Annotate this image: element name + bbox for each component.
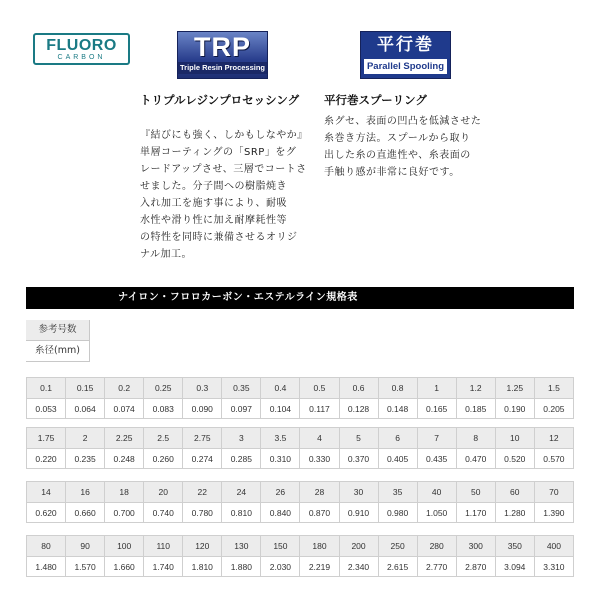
diameter-cell: 1.880	[222, 557, 261, 577]
line-number-cell: 2.5	[144, 428, 183, 449]
diameter-cell: 0.700	[105, 503, 144, 523]
line-number-cell: 60	[495, 482, 534, 503]
diameter-cell: 0.220	[27, 449, 66, 469]
line-number-cell: 8	[456, 428, 495, 449]
fluoro-badge-subtitle: CARBON	[57, 54, 106, 61]
line-number-cell: 20	[144, 482, 183, 503]
diameter-cell: 1.390	[534, 503, 573, 523]
line-number-cell: 3.5	[261, 428, 300, 449]
diameter-cell: 0.190	[495, 399, 534, 419]
line-number-cell: 0.6	[339, 378, 378, 399]
diameter-cell: 0.435	[417, 449, 456, 469]
trp-badge	[177, 31, 268, 79]
diameter-cell: 2.615	[378, 557, 417, 577]
line-number-cell: 30	[339, 482, 378, 503]
spec-table-title: ナイロン・フロロカーボン・エステルライン規格表	[26, 287, 574, 309]
diameter-cell: 1.810	[183, 557, 222, 577]
line-number-cell: 120	[183, 536, 222, 557]
line-number-cell: 24	[222, 482, 261, 503]
line-number-cell: 0.1	[27, 378, 66, 399]
line-number-cell: 0.5	[300, 378, 339, 399]
line-number-cell: 180	[300, 536, 339, 557]
diameter-cell: 1.480	[27, 557, 66, 577]
line-number-cell: 2.75	[183, 428, 222, 449]
diameter-cell: 0.780	[183, 503, 222, 523]
line-number-cell: 300	[456, 536, 495, 557]
line-number-cell: 200	[339, 536, 378, 557]
diameter-cell: 3.094	[495, 557, 534, 577]
trp-feature-title: トリプルレジンプロセッシング	[140, 93, 300, 107]
diameter-cell: 0.097	[222, 399, 261, 419]
line-number-cell: 250	[378, 536, 417, 557]
line-number-cell: 3	[222, 428, 261, 449]
legend-line-diameter: 糸径(mm)	[26, 341, 90, 362]
diameter-cell: 0.117	[300, 399, 339, 419]
diameter-cell: 0.165	[417, 399, 456, 419]
diameter-cell: 0.248	[105, 449, 144, 469]
trp-body-line: の特性を同時に兼備させるオリジ	[140, 232, 298, 243]
line-number-cell: 16	[66, 482, 105, 503]
line-number-cell: 18	[105, 482, 144, 503]
line-number-cell: 0.15	[66, 378, 105, 399]
diameter-cell: 2.219	[300, 557, 339, 577]
diameter-cell: 0.104	[261, 399, 300, 419]
trp-body-line: レードアップさせ、三層でコートさ	[140, 164, 307, 175]
diameter-cell: 2.770	[417, 557, 456, 577]
diameter-cell: 1.280	[495, 503, 534, 523]
spec-legend	[26, 320, 90, 362]
parallel-badge-subtitle: Parallel Spooling	[364, 59, 447, 74]
diameter-cell: 0.235	[66, 449, 105, 469]
trp-badge-subtitle: Triple Resin Processing	[179, 63, 266, 72]
line-number-cell: 4	[300, 428, 339, 449]
line-number-cell: 0.3	[183, 378, 222, 399]
diameter-cell: 0.064	[66, 399, 105, 419]
diameter-cell: 0.310	[261, 449, 300, 469]
fluoro-badge-title: FLUORO	[46, 37, 117, 54]
diameter-cell: 0.620	[27, 503, 66, 523]
diameter-row	[27, 399, 574, 419]
diameter-cell: 0.740	[144, 503, 183, 523]
line-number-cell: 0.35	[222, 378, 261, 399]
line-number-cell: 0.8	[378, 378, 417, 399]
spec-table	[26, 535, 574, 577]
line-number-cell: 90	[66, 536, 105, 557]
line-number-cell: 1	[417, 378, 456, 399]
line-number-cell: 110	[144, 536, 183, 557]
diameter-cell: 1.660	[105, 557, 144, 577]
line-number-cell: 2	[66, 428, 105, 449]
trp-body-line: 単層コーティングの「SRP」をグ	[140, 147, 297, 158]
parallel-body-line: 手触り感が非常に良好です。	[324, 167, 460, 178]
diameter-cell: 0.128	[339, 399, 378, 419]
diameter-cell: 0.980	[378, 503, 417, 523]
line-number-cell: 0.25	[144, 378, 183, 399]
diameter-cell: 0.330	[300, 449, 339, 469]
line-number-cell: 50	[456, 482, 495, 503]
parallel-body-line: 糸グセ、表面の凹凸を低減させた	[324, 116, 482, 127]
line-number-cell: 10	[495, 428, 534, 449]
diameter-cell: 0.660	[66, 503, 105, 523]
parallel-feature-body	[324, 113, 494, 181]
diameter-row	[27, 503, 574, 523]
fluoro-carbon-badge	[33, 33, 130, 65]
line-number-cell: 22	[183, 482, 222, 503]
line-number-cell: 1.5	[534, 378, 573, 399]
parallel-badge-title: 平行巻	[377, 35, 434, 55]
trp-body-line: 水性や滑り性に加え耐摩耗性等	[140, 215, 287, 226]
line-number-cell: 0.2	[105, 378, 144, 399]
diameter-cell: 0.090	[183, 399, 222, 419]
line-number-cell: 70	[534, 482, 573, 503]
parallel-feature-title: 平行巻スプーリング	[324, 93, 427, 107]
trp-badge-title: TRP	[194, 32, 251, 62]
line-number-cell: 1.25	[495, 378, 534, 399]
line-number-cell: 1.2	[456, 378, 495, 399]
spec-table	[26, 427, 574, 469]
diameter-cell: 2.340	[339, 557, 378, 577]
line-number-cell: 0.4	[261, 378, 300, 399]
line-number-cell: 2.25	[105, 428, 144, 449]
trp-feature-body	[140, 127, 310, 263]
line-number-cell: 28	[300, 482, 339, 503]
diameter-cell: 2.030	[261, 557, 300, 577]
diameter-cell: 0.083	[144, 399, 183, 419]
line-number-cell: 1.75	[27, 428, 66, 449]
line-number-row	[27, 482, 574, 503]
diameter-cell: 2.870	[456, 557, 495, 577]
line-number-cell: 12	[534, 428, 573, 449]
trp-body-line: せました。分子間への樹脂焼き	[140, 181, 287, 192]
diameter-row	[27, 449, 574, 469]
spec-table	[26, 481, 574, 523]
line-number-cell: 14	[27, 482, 66, 503]
line-number-cell: 35	[378, 482, 417, 503]
diameter-cell: 0.910	[339, 503, 378, 523]
diameter-cell: 0.570	[534, 449, 573, 469]
line-number-cell: 40	[417, 482, 456, 503]
diameter-cell: 0.870	[300, 503, 339, 523]
trp-body-line: ナル加工。	[140, 249, 192, 260]
diameter-cell: 0.285	[222, 449, 261, 469]
legend-line-number: 参考号数	[26, 320, 90, 341]
line-number-cell: 350	[495, 536, 534, 557]
diameter-cell: 0.840	[261, 503, 300, 523]
diameter-row	[27, 557, 574, 577]
parallel-body-line: 出した糸の直進性や、糸表面の	[324, 150, 471, 161]
spec-table	[26, 377, 574, 419]
parallel-spooling-badge	[360, 31, 451, 79]
line-number-cell: 150	[261, 536, 300, 557]
line-number-cell: 26	[261, 482, 300, 503]
diameter-cell: 0.470	[456, 449, 495, 469]
diameter-cell: 1.170	[456, 503, 495, 523]
diameter-cell: 0.260	[144, 449, 183, 469]
diameter-cell: 1.570	[66, 557, 105, 577]
diameter-cell: 0.520	[495, 449, 534, 469]
line-number-cell: 5	[339, 428, 378, 449]
line-number-cell: 7	[417, 428, 456, 449]
diameter-cell: 3.310	[534, 557, 573, 577]
trp-body-line: 『結びにも強く、しかもしなやか』	[140, 130, 308, 141]
line-number-row	[27, 378, 574, 399]
diameter-cell: 0.274	[183, 449, 222, 469]
line-number-cell: 280	[417, 536, 456, 557]
diameter-cell: 0.148	[378, 399, 417, 419]
line-number-cell: 400	[534, 536, 573, 557]
diameter-cell: 0.205	[534, 399, 573, 419]
diameter-cell: 0.810	[222, 503, 261, 523]
line-number-cell: 6	[378, 428, 417, 449]
trp-body-line: 入れ加工を施す事により、耐吸	[140, 198, 287, 209]
line-number-cell: 130	[222, 536, 261, 557]
line-number-cell: 80	[27, 536, 66, 557]
diameter-cell: 0.185	[456, 399, 495, 419]
diameter-cell: 0.074	[105, 399, 144, 419]
line-number-row	[27, 428, 574, 449]
parallel-body-line: 糸巻き方法。スプールから取り	[324, 133, 471, 144]
diameter-cell: 1.050	[417, 503, 456, 523]
line-number-cell: 100	[105, 536, 144, 557]
diameter-cell: 0.370	[339, 449, 378, 469]
diameter-cell: 0.405	[378, 449, 417, 469]
line-number-row	[27, 536, 574, 557]
diameter-cell: 1.740	[144, 557, 183, 577]
diameter-cell: 0.053	[27, 399, 66, 419]
